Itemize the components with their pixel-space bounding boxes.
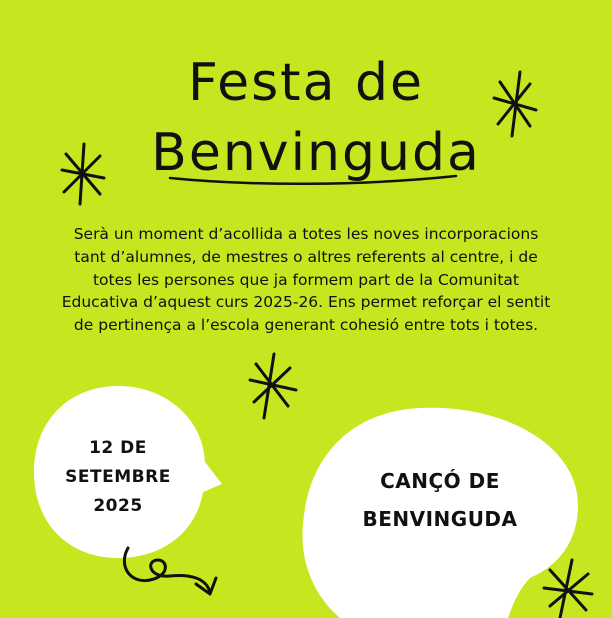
event-date-line-1: 12 DE — [89, 438, 147, 458]
welcome-song-line-1: CANÇÓ DE — [380, 469, 500, 493]
page-title-line-2: Benvinguda — [151, 123, 481, 183]
intro-paragraph: Serà un moment d’acollida a totes les noves incorporacions tant d’alumnes, de mestres o altres referents al centre, i de totes les persones que ja formem part de la Comunitat Educativa d’aquest curs 2025-26. Ens permet reforçar el sentit de pertinença a l’escola generant cohesió entre tots i totes. — [61, 225, 551, 335]
event-date-line-2: SETEMBRE — [65, 467, 171, 487]
page-title-line-1: Festa de — [188, 53, 424, 113]
welcome-song-label — [330, 462, 550, 538]
event-date-line-3: 2025 — [93, 496, 143, 516]
event-date — [48, 434, 188, 521]
welcome-song-line-2: BENVINGUDA — [362, 507, 518, 531]
